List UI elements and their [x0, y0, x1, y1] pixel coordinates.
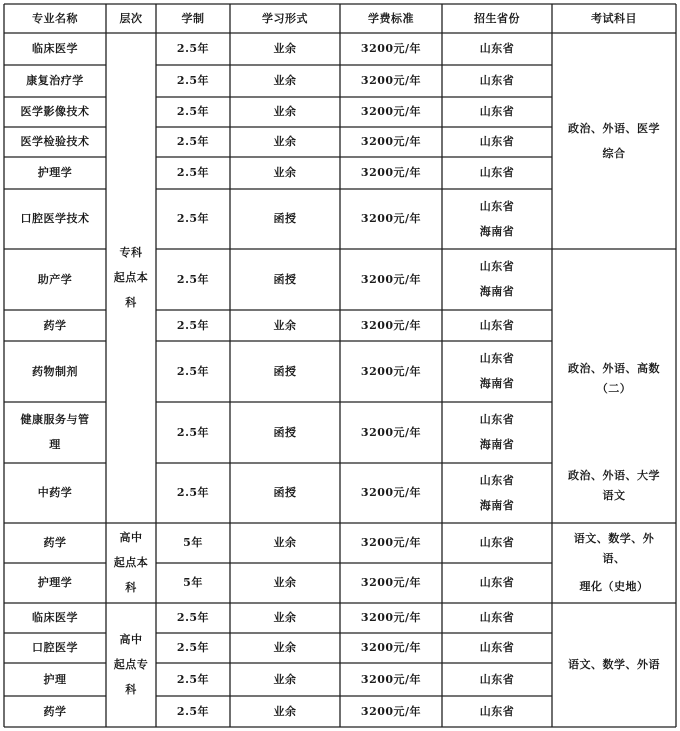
exam-subjects-chinese-text: 语文: [602, 489, 626, 502]
row-major-text: 护理: [43, 672, 67, 686]
row-provinces-text: 山东省: [479, 199, 515, 213]
row-major-text: 康复治疗学: [26, 74, 84, 87]
exam-subjects-gaoben-text: 理化（史地）: [579, 580, 649, 593]
row-major-text: 中药学: [37, 486, 73, 499]
row-major: [4, 341, 106, 402]
row-duration: [156, 603, 230, 633]
row-provinces-text: 山东省: [479, 166, 515, 179]
row-major-text: 医学检验技术: [20, 135, 90, 148]
row-tuition-text: 3200元/年: [360, 318, 422, 332]
row-study-form-text: 函授: [273, 272, 297, 286]
row-major: [4, 310, 106, 341]
row-study-form: [230, 463, 340, 523]
row-duration: [156, 310, 230, 341]
row-study-form: [230, 249, 340, 310]
row-study-form-text: 业余: [273, 641, 297, 654]
row-duration-text: 2.5年: [176, 641, 210, 654]
row-tuition-text: 3200元/年: [360, 42, 422, 55]
row-provinces-text: 山东省: [479, 42, 515, 55]
row-provinces-text: 山东省: [479, 318, 515, 332]
row-tuition-text: 3200元/年: [360, 704, 422, 718]
row-study-form: [230, 189, 340, 249]
row-tuition-text: 3200元/年: [360, 212, 422, 225]
row-duration-text: 2.5年: [176, 272, 210, 286]
row-duration-text: 2.5年: [176, 135, 210, 148]
row-major-text: 护理学: [37, 166, 73, 179]
row-tuition: [340, 341, 442, 402]
row-major-text: 口腔医学: [32, 641, 78, 654]
row-tuition-text: 3200元/年: [360, 364, 422, 378]
row-tuition: [340, 127, 442, 157]
row-tuition: [340, 633, 442, 663]
level-gaozhong-qidian-benke-text: 科: [125, 581, 137, 594]
row-tuition-text: 3200元/年: [360, 536, 422, 549]
row-tuition-text: 3200元/年: [360, 105, 422, 118]
row-tuition: [340, 523, 442, 563]
row-tuition: [340, 603, 442, 633]
row-major-text: 药学: [43, 318, 67, 332]
row-provinces: [442, 97, 552, 127]
row-duration-text: 5年: [183, 576, 203, 589]
row-provinces: [442, 249, 552, 310]
exam-subjects-medical-text: 综合: [602, 146, 626, 160]
row-provinces: [442, 402, 552, 463]
row-study-form: [230, 341, 340, 402]
row-study-form: [230, 310, 340, 341]
row-tuition: [340, 310, 442, 341]
row-duration: [156, 157, 230, 189]
row-provinces: [442, 523, 552, 563]
row-major-text: 临床医学: [32, 611, 78, 624]
row-study-form-text: 业余: [273, 166, 297, 179]
exam-subjects-chinese-text: 政治、外语、大学: [568, 469, 660, 482]
row-duration: [156, 663, 230, 696]
exam-subjects-gaozhuan-text: 语文、数学、外语: [568, 658, 660, 671]
row-duration-text: 2.5年: [176, 486, 210, 499]
row-major: [4, 157, 106, 189]
row-study-form: [230, 696, 340, 727]
row-study-form: [230, 663, 340, 696]
level-gaozhong-qidian-zhuanke-text: 起点专: [113, 658, 149, 671]
header-level: [106, 4, 156, 33]
exam-subjects-medical-text: 政治、外语、医学: [568, 121, 660, 135]
row-tuition-text: 3200元/年: [360, 486, 422, 499]
row-provinces-text: 山东省: [479, 352, 515, 365]
row-major: [4, 696, 106, 727]
row-provinces-text: 山东省: [479, 135, 515, 148]
level-zhuanke-qidian-benke-text: 专科: [119, 246, 143, 259]
level-gaozhong-qidian-zhuanke: [106, 603, 156, 727]
row-major-text: 临床医学: [32, 42, 78, 55]
header-provinces-text: 招生省份: [474, 11, 520, 25]
row-major-text: 护理学: [37, 576, 73, 589]
level-gaozhong-qidian-benke: [106, 523, 156, 603]
row-provinces: [442, 663, 552, 696]
row-duration: [156, 189, 230, 249]
row-provinces-text: 山东省: [479, 105, 515, 118]
row-duration-text: 2.5年: [176, 704, 210, 718]
row-tuition: [340, 463, 442, 523]
row-tuition-text: 3200元/年: [360, 74, 422, 87]
row-study-form-text: 业余: [273, 672, 297, 686]
row-duration: [156, 65, 230, 97]
header-duration: [156, 4, 230, 33]
row-provinces: [442, 65, 552, 97]
row-duration-text: 2.5年: [176, 74, 210, 87]
row-study-form: [230, 603, 340, 633]
row-provinces: [442, 563, 552, 603]
row-major-text: 药学: [43, 536, 67, 549]
row-duration: [156, 341, 230, 402]
row-provinces: [442, 33, 552, 65]
exam-subjects-gaoben-text: 语、: [602, 552, 626, 565]
row-major-text: 医学影像技术: [20, 105, 90, 118]
row-provinces-text: 海南省: [479, 224, 515, 238]
row-major: [4, 563, 106, 603]
header-major: [4, 4, 106, 33]
row-major: [4, 663, 106, 696]
row-duration: [156, 633, 230, 663]
row-provinces: [442, 310, 552, 341]
row-provinces: [442, 157, 552, 189]
row-duration-text: 5年: [183, 536, 203, 549]
row-duration: [156, 127, 230, 157]
exam-subjects-gaozhuan: [552, 603, 676, 727]
row-provinces-text: 山东省: [479, 536, 515, 549]
row-provinces: [442, 341, 552, 402]
header-exam-subjects: [552, 4, 676, 33]
level-gaozhong-qidian-zhuanke-text: 科: [125, 683, 137, 696]
row-study-form-text: 函授: [273, 425, 297, 439]
row-provinces: [442, 603, 552, 633]
row-duration-text: 2.5年: [176, 318, 210, 332]
row-provinces-text: 山东省: [479, 260, 515, 273]
row-study-form: [230, 633, 340, 663]
row-study-form: [230, 97, 340, 127]
row-tuition: [340, 97, 442, 127]
row-duration-text: 2.5年: [176, 611, 210, 624]
exam-subjects-gaoben-text: 语文、数学、外: [573, 532, 655, 545]
row-major-text: 理: [49, 438, 61, 451]
row-duration: [156, 463, 230, 523]
level-gaozhong-qidian-zhuanke-text: 高中: [119, 633, 143, 646]
row-major-text: 口腔医学技术: [20, 212, 90, 225]
row-study-form-text: 业余: [273, 105, 297, 118]
header-study-form-text: 学习形式: [262, 11, 308, 25]
row-tuition: [340, 563, 442, 603]
row-provinces-text: 山东省: [479, 413, 515, 426]
row-study-form-text: 业余: [273, 42, 297, 55]
row-study-form-text: 函授: [273, 364, 297, 378]
row-tuition: [340, 157, 442, 189]
row-tuition: [340, 65, 442, 97]
row-tuition-text: 3200元/年: [360, 672, 422, 686]
row-duration-text: 2.5年: [176, 672, 210, 686]
row-provinces-text: 山东省: [479, 704, 515, 718]
row-study-form-text: 业余: [273, 611, 297, 624]
exam-subjects-medical: [552, 33, 676, 249]
row-study-form-text: 业余: [273, 704, 297, 718]
exam-subjects-gaoben: [552, 523, 676, 603]
row-tuition: [340, 663, 442, 696]
row-study-form: [230, 563, 340, 603]
header-exam-subjects-text: 考试科目: [591, 11, 637, 25]
header-tuition: [340, 4, 442, 33]
row-major: [4, 463, 106, 523]
row-major: [4, 33, 106, 65]
level-gaozhong-qidian-benke-text: 高中: [119, 531, 143, 544]
row-study-form: [230, 402, 340, 463]
row-duration: [156, 402, 230, 463]
row-major: [4, 189, 106, 249]
exam-subjects-math2: [552, 349, 676, 409]
row-tuition-text: 3200元/年: [360, 425, 422, 439]
row-duration-text: 2.5年: [176, 166, 210, 179]
row-provinces-text: 海南省: [479, 498, 515, 512]
row-provinces-text: 海南省: [479, 377, 515, 390]
row-study-form: [230, 65, 340, 97]
row-tuition-text: 3200元/年: [360, 166, 422, 179]
row-tuition: [340, 33, 442, 65]
row-provinces: [442, 463, 552, 523]
row-tuition-text: 3200元/年: [360, 641, 422, 654]
row-study-form-text: 业余: [273, 536, 297, 549]
row-study-form-text: 业余: [273, 135, 297, 148]
row-provinces-text: 山东省: [479, 74, 515, 87]
exam-subjects-math2-text: （二）: [596, 382, 632, 395]
row-study-form: [230, 157, 340, 189]
row-study-form-text: 业余: [273, 74, 297, 87]
row-major-text: 助产学: [37, 272, 73, 286]
level-zhuanke-qidian-benke-text: 起点本: [113, 271, 149, 284]
row-major: [4, 65, 106, 97]
row-provinces-text: 海南省: [479, 438, 515, 451]
header-tuition-text: 学费标准: [368, 11, 414, 25]
row-tuition: [340, 696, 442, 727]
row-provinces-text: 山东省: [479, 611, 515, 624]
row-major-text: 药学: [43, 704, 67, 718]
exam-subjects-block-2: [552, 249, 676, 523]
row-tuition-text: 3200元/年: [360, 611, 422, 624]
row-duration-text: 2.5年: [176, 105, 210, 118]
row-duration: [156, 97, 230, 127]
header-duration-text: 学制: [181, 11, 205, 25]
level-zhuanke-qidian-benke: [106, 33, 156, 523]
row-provinces: [442, 633, 552, 663]
exam-subjects-chinese: [552, 456, 676, 516]
row-study-form: [230, 33, 340, 65]
row-study-form: [230, 127, 340, 157]
row-tuition: [340, 402, 442, 463]
level-zhuanke-qidian-benke-text: 科: [125, 296, 137, 309]
row-duration: [156, 249, 230, 310]
row-tuition-text: 3200元/年: [360, 272, 422, 286]
row-duration: [156, 33, 230, 65]
row-study-form-text: 业余: [273, 576, 297, 589]
row-provinces-text: 山东省: [479, 473, 515, 487]
row-study-form-text: 函授: [273, 486, 297, 499]
row-duration-text: 2.5年: [176, 42, 210, 55]
row-duration-text: 2.5年: [176, 425, 210, 439]
header-study-form: [230, 4, 340, 33]
row-major: [4, 97, 106, 127]
row-duration-text: 2.5年: [176, 364, 210, 378]
row-provinces: [442, 189, 552, 249]
row-major: [4, 523, 106, 563]
header-major-text: 专业名称: [32, 11, 78, 25]
row-provinces-text: 山东省: [479, 576, 515, 589]
row-duration: [156, 563, 230, 603]
header-provinces: [442, 4, 552, 33]
row-tuition-text: 3200元/年: [360, 135, 422, 148]
row-major: [4, 633, 106, 663]
row-study-form: [230, 523, 340, 563]
row-provinces: [442, 696, 552, 727]
row-tuition: [340, 249, 442, 310]
header-level-text: 层次: [119, 11, 143, 25]
row-major-text: 健康服务与管: [20, 413, 90, 426]
row-duration: [156, 696, 230, 727]
row-major-text: 药物制剂: [32, 364, 78, 378]
row-study-form-text: 函授: [273, 212, 297, 225]
row-study-form-text: 业余: [273, 318, 297, 332]
row-tuition-text: 3200元/年: [360, 576, 422, 589]
row-duration: [156, 523, 230, 563]
exam-subjects-math2-text: 政治、外语、高数: [568, 362, 660, 375]
row-major: [4, 402, 106, 463]
row-provinces-text: 山东省: [479, 641, 515, 654]
row-tuition: [340, 189, 442, 249]
row-major: [4, 127, 106, 157]
row-major: [4, 249, 106, 310]
row-major: [4, 603, 106, 633]
row-provinces-text: 海南省: [479, 285, 515, 298]
row-provinces: [442, 127, 552, 157]
row-provinces-text: 山东省: [479, 672, 515, 686]
row-duration-text: 2.5年: [176, 212, 210, 225]
level-gaozhong-qidian-benke-text: 起点本: [113, 556, 149, 569]
